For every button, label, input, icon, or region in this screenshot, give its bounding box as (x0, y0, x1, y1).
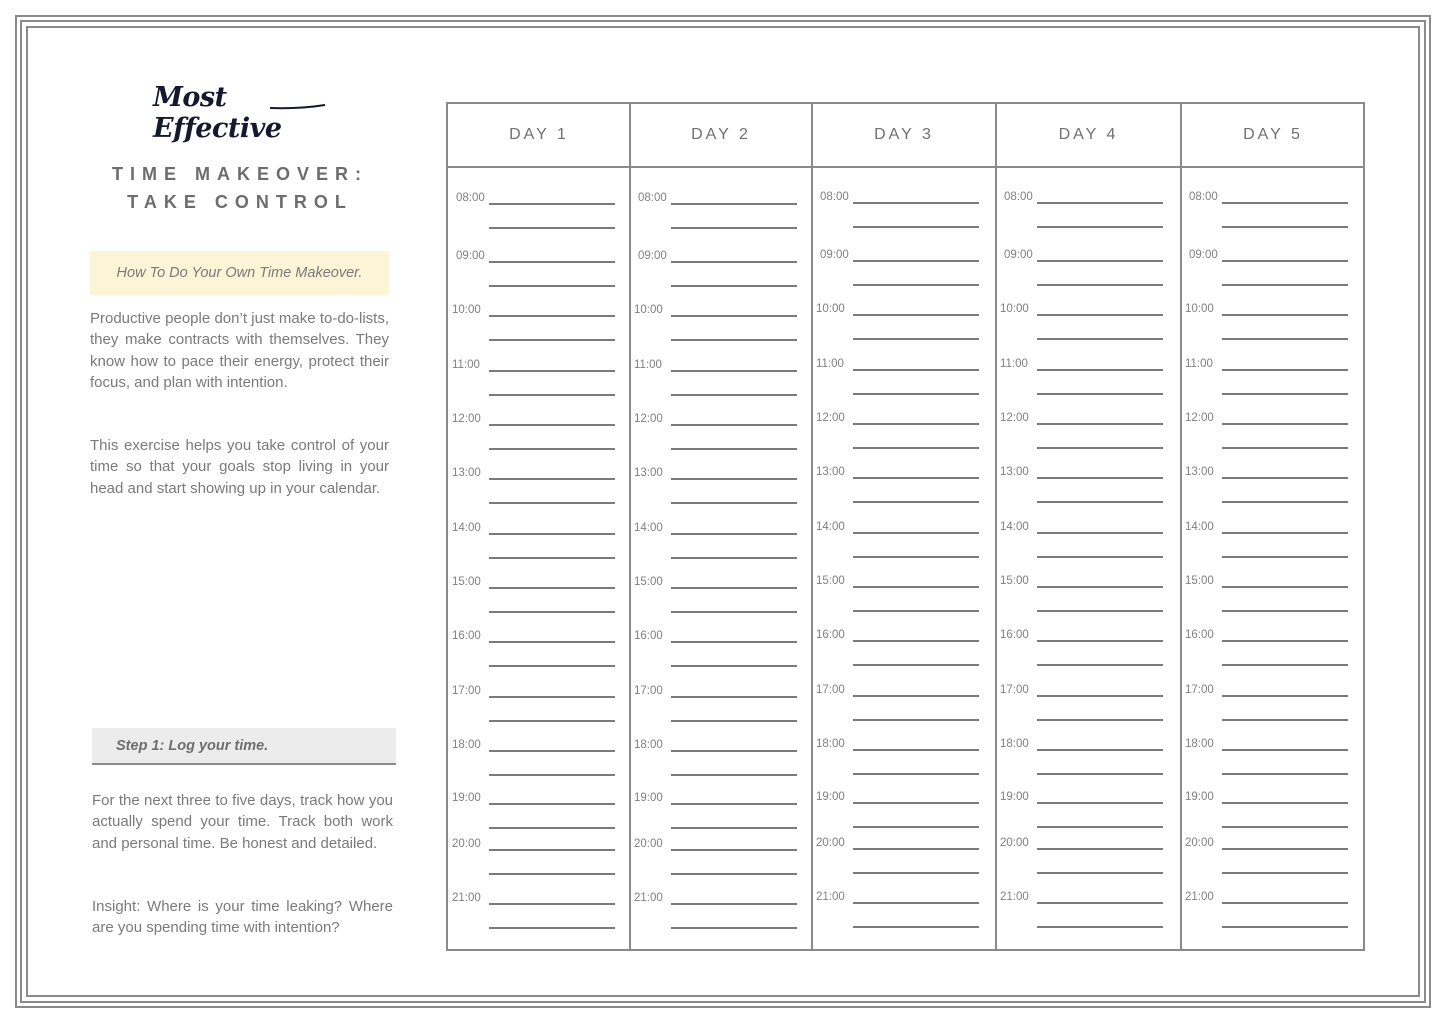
time-entry-line[interactable] (853, 477, 979, 479)
time-label: 15:00 (452, 576, 481, 588)
time-label: 15:00 (1000, 575, 1029, 587)
day-header-1: DAY 1 (509, 126, 569, 143)
time-entry-line[interactable] (1222, 477, 1348, 479)
time-entry-line[interactable] (671, 339, 797, 341)
time-entry-line[interactable] (853, 556, 979, 558)
time-entry-line[interactable] (1037, 423, 1163, 425)
time-entry-line[interactable] (1037, 477, 1163, 479)
time-entry-line[interactable] (671, 873, 797, 875)
time-entry-line[interactable] (853, 314, 979, 316)
time-label: 13:00 (816, 466, 845, 478)
time-label: 08:00 (1004, 191, 1033, 203)
time-entry-line[interactable] (1222, 773, 1348, 775)
time-entry-line[interactable] (1037, 872, 1163, 874)
time-label: 17:00 (816, 684, 845, 696)
time-label: 19:00 (816, 791, 845, 803)
time-label: 12:00 (634, 413, 663, 425)
time-entry-line[interactable] (489, 903, 615, 905)
time-entry-line[interactable] (1037, 260, 1163, 262)
time-entry-line[interactable] (489, 665, 615, 667)
time-label: 21:00 (452, 892, 481, 904)
time-entry-line[interactable] (1222, 664, 1348, 666)
time-entry-line[interactable] (489, 696, 615, 698)
time-entry-line[interactable] (671, 587, 797, 589)
time-entry-line[interactable] (671, 424, 797, 426)
time-label: 08:00 (456, 192, 485, 204)
time-entry-line[interactable] (671, 285, 797, 287)
time-entry-line[interactable] (1222, 447, 1348, 449)
time-label: 12:00 (816, 412, 845, 424)
day-header-4: DAY 4 (1058, 126, 1119, 143)
time-entry-line[interactable] (671, 533, 797, 535)
time-entry-line[interactable] (1037, 749, 1163, 751)
time-entry-line[interactable] (1222, 369, 1348, 371)
step-callout-label: Step 1: Log your time. (116, 737, 269, 754)
time-entry-line[interactable] (671, 502, 797, 504)
time-entry-line[interactable] (1037, 284, 1163, 286)
time-entry-line[interactable] (489, 203, 615, 205)
time-entry-line[interactable] (853, 226, 979, 228)
time-entry-line[interactable] (1222, 338, 1348, 340)
time-label: 08:00 (638, 192, 667, 204)
time-entry-line[interactable] (1037, 640, 1163, 642)
time-entry-line[interactable] (489, 873, 615, 875)
page-title-line-1: TIME MAKEOVER: (111, 164, 368, 184)
intro-callout-label: How To Do Your Own Time Makeover. (116, 265, 363, 281)
time-entry-line[interactable] (853, 773, 979, 775)
time-entry-line[interactable] (853, 369, 979, 371)
day-header-5: DAY 5 (1243, 126, 1303, 143)
time-entry-line[interactable] (1222, 586, 1348, 588)
time-entry-line[interactable] (1037, 719, 1163, 721)
time-entry-line[interactable] (1037, 773, 1163, 775)
time-entry-line[interactable] (1037, 664, 1163, 666)
time-label: 12:00 (1185, 412, 1214, 424)
time-entry-line[interactable] (1222, 695, 1348, 697)
time-entry-line[interactable] (671, 827, 797, 829)
time-entry-line[interactable] (671, 849, 797, 851)
time-label: 17:00 (634, 685, 663, 697)
time-label: 18:00 (452, 739, 481, 751)
time-entry-line[interactable] (671, 478, 797, 480)
time-entry-line[interactable] (853, 260, 979, 262)
time-entry-line[interactable] (853, 802, 979, 804)
intro-callout (90, 251, 389, 295)
time-entry-line[interactable] (671, 927, 797, 929)
column-divider (811, 104, 813, 949)
time-label: 09:00 (638, 250, 667, 262)
column-divider (1180, 104, 1182, 949)
time-entry-line[interactable] (671, 641, 797, 643)
time-label: 11:00 (816, 358, 844, 370)
time-entry-line[interactable] (489, 448, 615, 450)
time-label: 20:00 (1185, 837, 1214, 849)
time-entry-line[interactable] (853, 532, 979, 534)
time-label: 14:00 (634, 522, 663, 534)
time-entry-line[interactable] (489, 720, 615, 722)
time-entry-line[interactable] (671, 720, 797, 722)
time-entry-line[interactable] (853, 695, 979, 697)
time-label: 13:00 (634, 467, 663, 479)
time-entry-line[interactable] (1037, 393, 1163, 395)
logo (150, 78, 330, 144)
logo-text: Most Effective (153, 82, 282, 144)
time-label: 09:00 (456, 250, 485, 262)
time-entry-line[interactable] (489, 227, 615, 229)
time-entry-line[interactable] (671, 903, 797, 905)
time-entry-line[interactable] (671, 774, 797, 776)
time-entry-line[interactable] (489, 533, 615, 535)
time-entry-line[interactable] (1222, 926, 1348, 928)
time-label: 11:00 (452, 359, 480, 371)
time-entry-line[interactable] (853, 640, 979, 642)
time-label: 11:00 (1185, 358, 1213, 370)
time-label: 21:00 (634, 892, 663, 904)
time-entry-line[interactable] (1037, 501, 1163, 503)
time-label: 19:00 (1185, 791, 1214, 803)
time-entry-line[interactable] (853, 586, 979, 588)
time-label: 14:00 (1000, 521, 1029, 533)
time-entry-line[interactable] (671, 611, 797, 613)
time-entry-line[interactable] (1222, 848, 1348, 850)
time-label: 14:00 (452, 522, 481, 534)
time-label: 12:00 (1000, 412, 1029, 424)
time-label: 11:00 (1000, 358, 1028, 370)
time-entry-line[interactable] (489, 394, 615, 396)
time-entry-line[interactable] (489, 803, 615, 805)
time-entry-line[interactable] (489, 502, 615, 504)
time-entry-line[interactable] (1222, 610, 1348, 612)
time-label: 21:00 (1000, 891, 1029, 903)
time-entry-line[interactable] (853, 826, 979, 828)
time-entry-line[interactable] (489, 315, 615, 317)
day-header-3: DAY 3 (874, 126, 934, 143)
time-label: 13:00 (452, 467, 481, 479)
time-label: 19:00 (634, 792, 663, 804)
time-entry-line[interactable] (671, 448, 797, 450)
time-label: 15:00 (634, 576, 663, 588)
time-entry-line[interactable] (853, 284, 979, 286)
time-entry-line[interactable] (1037, 532, 1163, 534)
column-divider (995, 104, 997, 949)
time-entry-line[interactable] (853, 393, 979, 395)
time-entry-line[interactable] (1037, 848, 1163, 850)
time-entry-line[interactable] (489, 370, 615, 372)
time-entry-line[interactable] (671, 370, 797, 372)
time-entry-line[interactable] (1222, 226, 1348, 228)
time-entry-line[interactable] (1037, 610, 1163, 612)
time-label: 16:00 (1185, 629, 1214, 641)
time-entry-line[interactable] (489, 774, 615, 776)
time-entry-line[interactable] (853, 338, 979, 340)
day-header-2: DAY 2 (691, 126, 751, 143)
time-entry-line[interactable] (1222, 423, 1348, 425)
time-label: 10:00 (1185, 303, 1214, 315)
time-entry-line[interactable] (1222, 393, 1348, 395)
time-label: 14:00 (1185, 521, 1214, 533)
time-entry-line[interactable] (1222, 719, 1348, 721)
time-entry-line[interactable] (489, 849, 615, 851)
column-divider (629, 104, 631, 949)
time-label: 20:00 (452, 838, 481, 850)
time-label: 13:00 (1000, 466, 1029, 478)
time-entry-line[interactable] (1037, 226, 1163, 228)
intro-paragraph-1: Productive people don’t just make to-do-lists, they make contracts with themselves. They know how to pace their energy, protect their focus, and plan with intention. (90, 310, 389, 392)
time-label: 15:00 (816, 575, 845, 587)
time-label: 12:00 (452, 413, 481, 425)
time-entry-line[interactable] (489, 611, 615, 613)
time-entry-line[interactable] (853, 664, 979, 666)
time-entry-line[interactable] (1037, 556, 1163, 558)
time-entry-line[interactable] (671, 696, 797, 698)
time-entry-line[interactable] (1037, 369, 1163, 371)
time-entry-line[interactable] (489, 424, 615, 426)
time-entry-line[interactable] (1037, 926, 1163, 928)
time-entry-line[interactable] (1222, 640, 1348, 642)
time-entry-line[interactable] (671, 394, 797, 396)
time-entry-line[interactable] (1037, 314, 1163, 316)
time-entry-line[interactable] (853, 447, 979, 449)
time-entry-line[interactable] (1037, 202, 1163, 204)
time-label: 19:00 (1000, 791, 1029, 803)
time-label: 18:00 (1185, 738, 1214, 750)
time-entry-line[interactable] (853, 719, 979, 721)
time-label: 14:00 (816, 521, 845, 533)
time-entry-line[interactable] (671, 750, 797, 752)
time-entry-line[interactable] (671, 665, 797, 667)
time-label: 10:00 (634, 304, 663, 316)
time-entry-line[interactable] (671, 261, 797, 263)
time-label: 15:00 (1185, 575, 1214, 587)
time-entry-line[interactable] (1222, 284, 1348, 286)
time-entry-line[interactable] (853, 926, 979, 928)
time-label: 18:00 (816, 738, 845, 750)
insight-paragraph: Insight: Where is your time leaking? Where are you spending time with intention? (92, 898, 393, 937)
time-entry-line[interactable] (853, 202, 979, 204)
time-label: 18:00 (1000, 738, 1029, 750)
time-entry-line[interactable] (489, 261, 615, 263)
time-label: 10:00 (452, 304, 481, 316)
time-label: 09:00 (1189, 249, 1218, 261)
time-entry-line[interactable] (1222, 202, 1348, 204)
time-entry-line[interactable] (1037, 586, 1163, 588)
time-entry-line[interactable] (489, 827, 615, 829)
time-label: 21:00 (816, 891, 845, 903)
intro-paragraph-2: This exercise helps you take control of your time so that your goals stop living in your head and start showing up in your calendar. (90, 437, 389, 497)
time-entry-line[interactable] (853, 501, 979, 503)
planner-grid (446, 102, 1365, 951)
time-entry-line[interactable] (1037, 447, 1163, 449)
time-entry-line[interactable] (1222, 260, 1348, 262)
time-label: 11:00 (634, 359, 662, 371)
time-label: 16:00 (1000, 629, 1029, 641)
time-entry-line[interactable] (489, 478, 615, 480)
time-entry-line[interactable] (1222, 802, 1348, 804)
time-label: 20:00 (816, 837, 845, 849)
time-entry-line[interactable] (853, 610, 979, 612)
time-entry-line[interactable] (671, 557, 797, 559)
time-label: 09:00 (1004, 249, 1033, 261)
time-label: 10:00 (1000, 303, 1029, 315)
time-entry-line[interactable] (489, 557, 615, 559)
time-entry-line[interactable] (1222, 872, 1348, 874)
time-entry-line[interactable] (853, 902, 979, 904)
step-callout (92, 728, 396, 765)
time-label: 18:00 (634, 739, 663, 751)
time-label: 20:00 (1000, 837, 1029, 849)
time-entry-line[interactable] (671, 315, 797, 317)
time-entry-line[interactable] (489, 285, 615, 287)
time-entry-line[interactable] (1037, 695, 1163, 697)
time-label: 17:00 (1000, 684, 1029, 696)
time-label: 16:00 (452, 630, 481, 642)
time-entry-line[interactable] (489, 587, 615, 589)
time-entry-line[interactable] (1222, 314, 1348, 316)
time-label: 13:00 (1185, 466, 1214, 478)
time-entry-line[interactable] (489, 641, 615, 643)
time-label: 08:00 (1189, 191, 1218, 203)
page-title (90, 160, 390, 216)
time-label: 10:00 (816, 303, 845, 315)
time-label: 17:00 (1185, 684, 1214, 696)
time-entry-line[interactable] (1222, 902, 1348, 904)
time-entry-line[interactable] (1222, 826, 1348, 828)
time-entry-line[interactable] (1037, 902, 1163, 904)
time-label: 21:00 (1185, 891, 1214, 903)
time-entry-line[interactable] (1222, 501, 1348, 503)
time-entry-line[interactable] (853, 423, 979, 425)
time-label: 08:00 (820, 191, 849, 203)
time-entry-line[interactable] (853, 848, 979, 850)
time-entry-line[interactable] (489, 927, 615, 929)
time-label: 19:00 (452, 792, 481, 804)
time-entry-line[interactable] (853, 872, 979, 874)
time-entry-line[interactable] (1037, 826, 1163, 828)
time-entry-line[interactable] (853, 749, 979, 751)
time-entry-line[interactable] (1037, 338, 1163, 340)
time-entry-line[interactable] (671, 227, 797, 229)
time-label: 16:00 (816, 629, 845, 641)
time-label: 09:00 (820, 249, 849, 261)
time-entry-line[interactable] (671, 803, 797, 805)
time-entry-line[interactable] (1222, 749, 1348, 751)
time-entry-line[interactable] (489, 339, 615, 341)
time-entry-line[interactable] (671, 203, 797, 205)
step-paragraph: For the next three to five days, track how you actually spend your time. Track both work and personal time. Be honest and detailed. (92, 792, 393, 852)
time-entry-line[interactable] (1222, 532, 1348, 534)
time-label: 17:00 (452, 685, 481, 697)
time-label: 20:00 (634, 838, 663, 850)
time-label: 16:00 (634, 630, 663, 642)
page-title-line-2: TAKE CONTROL (127, 192, 353, 212)
time-entry-line[interactable] (489, 750, 615, 752)
time-entry-line[interactable] (1222, 556, 1348, 558)
time-entry-line[interactable] (1037, 802, 1163, 804)
